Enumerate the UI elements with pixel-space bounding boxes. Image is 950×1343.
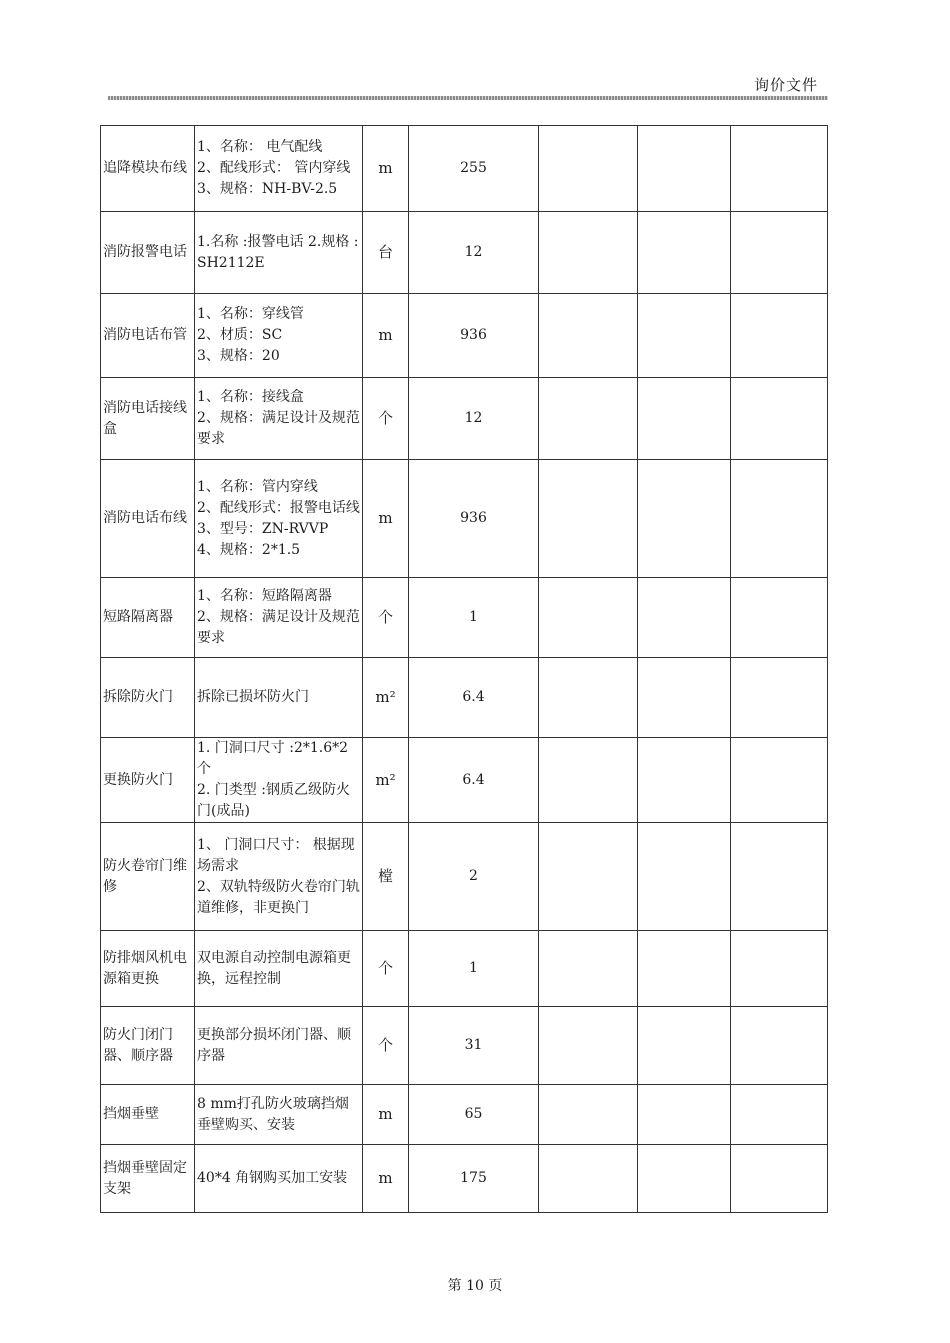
item-name-cell: 消防报警电话 bbox=[101, 212, 195, 294]
item-name-cell: 防火门闭门器、顺序器 bbox=[101, 1007, 195, 1085]
remark-cell bbox=[731, 578, 828, 658]
item-feature-cell: 1.名称 :报警电话 2.规格 :SH2112E bbox=[195, 212, 363, 294]
quotation-table-body bbox=[101, 126, 828, 1213]
table-row bbox=[101, 738, 828, 823]
item-feature-cell: 双电源自动控制电源箱更换，远程控制 bbox=[195, 931, 363, 1007]
remark-cell bbox=[731, 931, 828, 1007]
item-unit-cell: 个 bbox=[363, 578, 409, 658]
item-feature-cell: 1、名称：穿线管 2、材质：SC 3、规格：20 bbox=[195, 294, 363, 378]
remark-cell bbox=[731, 1085, 828, 1145]
page-number: 第 10 页 bbox=[447, 1278, 503, 1294]
document-header-title: 询价文件 bbox=[753, 76, 818, 94]
table-row bbox=[101, 931, 828, 1007]
item-name-cell: 挡烟垂壁 bbox=[101, 1085, 195, 1145]
unit-price-cell bbox=[539, 378, 638, 460]
total-price-cell bbox=[638, 378, 731, 460]
total-price-cell bbox=[638, 578, 731, 658]
item-feature-cell: 1、 门洞口尺寸： 根据现场需求 2、双轨特级防火卷帘门轨道维修，非更换门 bbox=[195, 823, 363, 931]
table-row bbox=[101, 294, 828, 378]
item-feature-cell: 1、名称：短路隔离器 2、规格：满足设计及规范要求 bbox=[195, 578, 363, 658]
item-feature-cell: 更换部分损坏闭门器、顺序器 bbox=[195, 1007, 363, 1085]
item-feature-cell: 1、名称： 电气配线 2、配线形式： 管内穿线 3、规格：NH-BV-2.5 bbox=[195, 126, 363, 212]
total-price-cell bbox=[638, 212, 731, 294]
item-name-cell: 消防电话布线 bbox=[101, 460, 195, 578]
unit-price-cell bbox=[539, 1007, 638, 1085]
item-quantity-cell: 175 bbox=[409, 1145, 539, 1213]
item-quantity-cell: 1 bbox=[409, 931, 539, 1007]
quotation-table-container bbox=[100, 125, 828, 1213]
table-row bbox=[101, 1145, 828, 1213]
table-row bbox=[101, 460, 828, 578]
item-name-cell: 挡烟垂壁固定支架 bbox=[101, 1145, 195, 1213]
item-unit-cell: 个 bbox=[363, 1007, 409, 1085]
table-row bbox=[101, 1007, 828, 1085]
table-row bbox=[101, 823, 828, 931]
item-feature-cell: 1、名称：管内穿线 2、配线形式：报警电话线 3、型号：ZN-RVVP 4、规格：2*1.5 bbox=[195, 460, 363, 578]
remark-cell bbox=[731, 658, 828, 738]
remark-cell bbox=[731, 212, 828, 294]
remark-cell bbox=[731, 460, 828, 578]
item-name-cell: 消防电话接线盒 bbox=[101, 378, 195, 460]
item-quantity-cell: 255 bbox=[409, 126, 539, 212]
item-unit-cell: 个 bbox=[363, 378, 409, 460]
item-name-cell: 防排烟风机电源箱更换 bbox=[101, 931, 195, 1007]
unit-price-cell bbox=[539, 931, 638, 1007]
item-name-cell: 更换防火门 bbox=[101, 738, 195, 823]
remark-cell bbox=[731, 823, 828, 931]
total-price-cell bbox=[638, 460, 731, 578]
item-unit-cell: m² bbox=[363, 658, 409, 738]
item-quantity-cell: 6.4 bbox=[409, 738, 539, 823]
item-quantity-cell: 12 bbox=[409, 212, 539, 294]
item-unit-cell: m bbox=[363, 460, 409, 578]
item-feature-cell: 1. 门洞口尺寸 :2*1.6*2 个 2. 门类型 :钢质乙级防火门(成品) bbox=[195, 738, 363, 823]
item-name-cell: 短路隔离器 bbox=[101, 578, 195, 658]
item-quantity-cell: 12 bbox=[409, 378, 539, 460]
table-row bbox=[101, 126, 828, 212]
unit-price-cell bbox=[539, 658, 638, 738]
total-price-cell bbox=[638, 738, 731, 823]
item-name-cell: 防火卷帘门维修 bbox=[101, 823, 195, 931]
item-name-cell: 拆除防火门 bbox=[101, 658, 195, 738]
table-row bbox=[101, 578, 828, 658]
item-feature-cell: 8 mm打孔防火玻璃挡烟垂壁购买、安装 bbox=[195, 1085, 363, 1145]
item-name-cell: 消防电话布管 bbox=[101, 294, 195, 378]
remark-cell bbox=[731, 294, 828, 378]
item-quantity-cell: 936 bbox=[409, 294, 539, 378]
header-divider bbox=[108, 96, 828, 100]
total-price-cell bbox=[638, 823, 731, 931]
unit-price-cell bbox=[539, 578, 638, 658]
total-price-cell bbox=[638, 294, 731, 378]
unit-price-cell bbox=[539, 738, 638, 823]
item-quantity-cell: 936 bbox=[409, 460, 539, 578]
item-unit-cell: 个 bbox=[363, 931, 409, 1007]
item-name-cell: 追降模块布线 bbox=[101, 126, 195, 212]
item-quantity-cell: 1 bbox=[409, 578, 539, 658]
item-quantity-cell: 2 bbox=[409, 823, 539, 931]
item-unit-cell: m bbox=[363, 1085, 409, 1145]
total-price-cell bbox=[638, 658, 731, 738]
item-unit-cell: 台 bbox=[363, 212, 409, 294]
remark-cell bbox=[731, 126, 828, 212]
item-quantity-cell: 6.4 bbox=[409, 658, 539, 738]
table-row bbox=[101, 658, 828, 738]
table-row bbox=[101, 212, 828, 294]
total-price-cell bbox=[638, 126, 731, 212]
item-unit-cell: m bbox=[363, 1145, 409, 1213]
item-quantity-cell: 31 bbox=[409, 1007, 539, 1085]
unit-price-cell bbox=[539, 460, 638, 578]
remark-cell bbox=[731, 378, 828, 460]
item-unit-cell: m bbox=[363, 294, 409, 378]
item-feature-cell: 40*4 角钢购买加工安装 bbox=[195, 1145, 363, 1213]
item-unit-cell: 樘 bbox=[363, 823, 409, 931]
table-row bbox=[101, 378, 828, 460]
total-price-cell bbox=[638, 1085, 731, 1145]
quotation-table bbox=[100, 125, 828, 1213]
remark-cell bbox=[731, 1145, 828, 1213]
unit-price-cell bbox=[539, 126, 638, 212]
total-price-cell bbox=[638, 1007, 731, 1085]
total-price-cell bbox=[638, 1145, 731, 1213]
unit-price-cell bbox=[539, 1085, 638, 1145]
table-row bbox=[101, 1085, 828, 1145]
item-feature-cell: 拆除已损坏防火门 bbox=[195, 658, 363, 738]
item-unit-cell: m² bbox=[363, 738, 409, 823]
unit-price-cell bbox=[539, 294, 638, 378]
total-price-cell bbox=[638, 931, 731, 1007]
remark-cell bbox=[731, 738, 828, 823]
unit-price-cell bbox=[539, 212, 638, 294]
unit-price-cell bbox=[539, 823, 638, 931]
item-unit-cell: m bbox=[363, 126, 409, 212]
remark-cell bbox=[731, 1007, 828, 1085]
item-quantity-cell: 65 bbox=[409, 1085, 539, 1145]
item-feature-cell: 1、名称：接线盒 2、规格：满足设计及规范要求 bbox=[195, 378, 363, 460]
unit-price-cell bbox=[539, 1145, 638, 1213]
